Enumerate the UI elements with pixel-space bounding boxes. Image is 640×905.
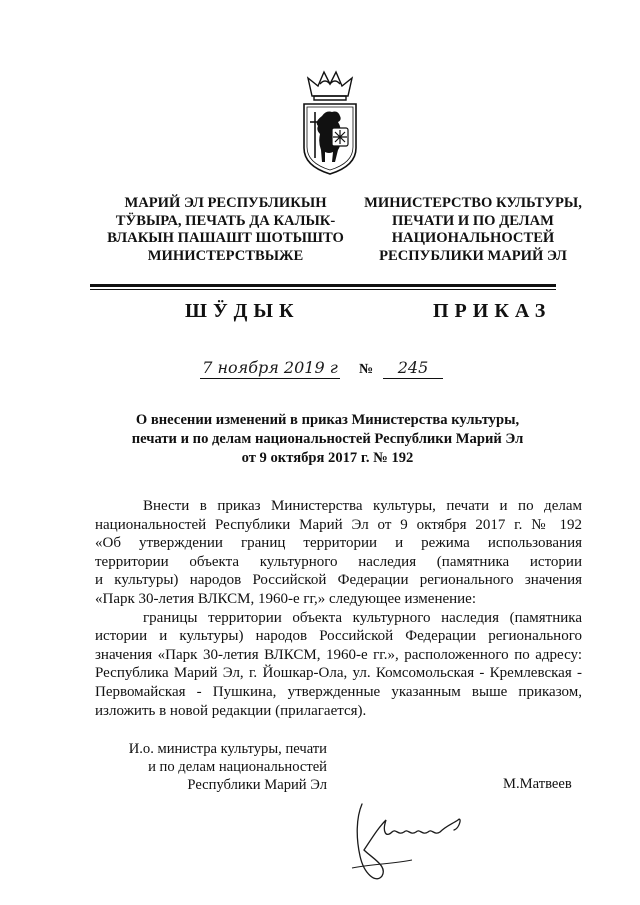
header-left-line: МИНИСТЕРСТВЫЖЕ [147,247,304,264]
doc-type-mari: ШӰДЫК [185,300,300,322]
signatory-title-line: И.о. министра культуры, печати [128,741,327,757]
header-divider-thick [90,284,556,287]
body-line: «Об утверждении границ территории и режима использования [95,535,582,552]
order-title [100,411,555,468]
body-line: изложить в новой редакции (прилагается). [95,702,367,719]
body-line: и культуры) народов Российской Федерации регионального значения [95,572,582,589]
body-line: национальностей Республики Марий Эл от 9 октября 2017 г. № 192 [95,516,582,533]
title-line: от 9 октября 2017 г. № 192 [241,450,414,466]
signatory-title-line: Республики Марий Эл [187,777,327,793]
order-number: 245 [383,358,443,379]
body-line: Внести в приказ Министерства культуры, печати и по делам [143,498,582,514]
header-right-line: НАЦИОНАЛЬНОСТЕЙ [391,230,555,246]
number-label: № [359,362,374,377]
body-line: Первомайская - Пушкина, утвержденные указанным выше приказом, [95,683,582,700]
body-line: границы территории объекта культурного наследия (памятника [143,609,582,626]
signatory-title-line: и по делам национальностей [148,759,327,775]
body-line: Республика Марий Эл, г. Йошкар-Ола, ул. Комсомольская - Кремлевская - [95,665,582,682]
body-line: «Парк 30-летия ВЛКСМ, 1960-е гг,» следующее изменение: [95,590,477,607]
header-left-line: ТӰВЫРА, ПЕЧАТЬ ДА КАЛЫК- [115,212,336,229]
doc-type-russian: ПРИКАЗ [433,300,552,322]
body-line: значения «Парк 30-летия ВЛКСМ, 1960-е гг.», расположенного по адресу: [95,646,582,663]
header-right-line: ПЕЧАТИ И ПО ДЕЛАМ [392,212,554,229]
body-line: истории и культуры) народов Российской Федерации регионального [95,628,582,645]
header-mari-ministry-name [98,195,353,265]
header-left-line: ВЛАКЫН ПАШАШТ ШОТЫШТО [107,230,344,246]
header-russian-ministry-name [358,195,588,265]
title-line: печати и по делам национальностей Республики Марий Эл [131,431,524,447]
header-right-line: РЕСПУБЛИКИ МАРИЙ ЭЛ [379,247,567,264]
handwritten-signature [342,798,482,888]
signatory-title [112,740,327,794]
header-left-line: МАРИЙ ЭЛ РЕСПУБЛИКЫН [124,195,327,211]
title-line: О внесении изменений в приказ Министерства культуры, [135,412,520,428]
body-line: территории объекта культурного наследия (памятника истории [95,553,582,570]
header-right-line: МИНИСТЕРСТВО КУЛЬТУРЫ, [364,195,582,211]
order-body [95,497,582,720]
header-divider-thin [90,289,556,290]
signatory-name: М.Матвеев [503,776,572,792]
order-date: 7 ноября 2019 г [200,358,340,379]
coat-of-arms-icon [290,66,370,178]
